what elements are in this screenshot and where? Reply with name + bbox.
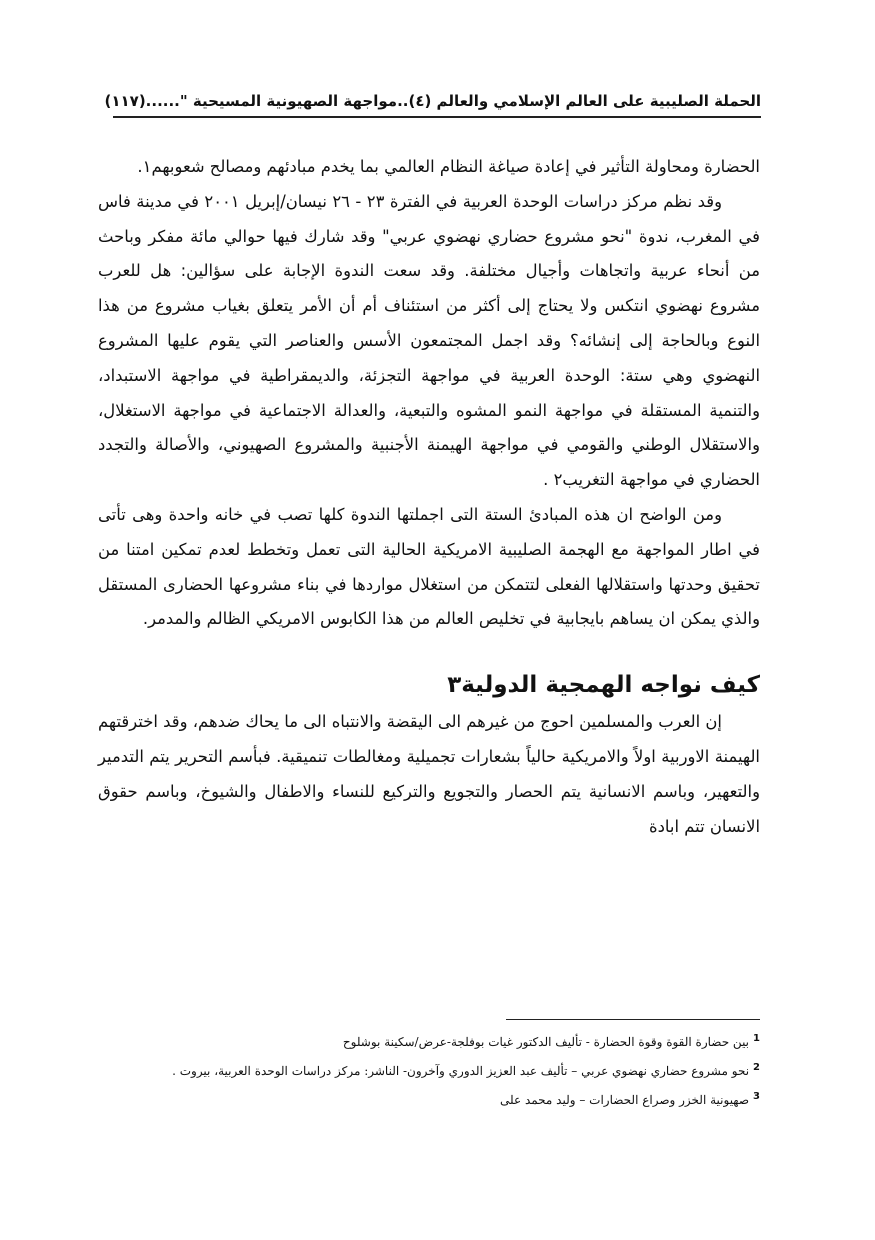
paragraph-4: إن العرب والمسلمين احوج من غيرهم الى اليقضة والانتباه الى ما يحاك ضدهم، وقد اخترقتهم الهيمنة الاوربية اولاً والامريكية حالياً بشعارات تجميلية ومغالطات تنميقية. فبأسم التحرير يتم التدمير والتعهير، وباسم الانسانية يتم الحصار والتجويع والتركيع للنساء والاطفال والشيوخ، وباسم حقوق الانسان تتم ابادة bbox=[98, 712, 760, 836]
footnote-marker: 1 bbox=[753, 1033, 760, 1044]
footnotes bbox=[98, 1026, 760, 1113]
paragraph-1: الحضارة ومحاولة التأثير في إعادة صياغة النظام العالمي بما يخدم مبادئهم ومصالح شعوبهم١. bbox=[137, 157, 760, 176]
paragraph-2: وقد نظم مركز دراسات الوحدة العربية في الفترة ٢٣ - ٢٦ نيسان/إبريل ٢٠٠١ في مدينة فاس في المغرب، ندوة "نحو مشروع حضاري نهضوي عربي" وقد شارك فيها حوالي مائة مفكر وباحث من أنحاء عربية واتجاهات وأجيال مختلفة. وقد سعت الندوة الإجابة على سؤالين: هل للعرب مشروع نهضوي انتكس ولا يحتاج إلى أكثر من استئناف أم أن الأمر يتعلق بغياب مشروع من هذا النوع وبالحاجة إلى إنشائه؟ وقد اجمل المجتمعون الأسس والعناصر التي يقوم عليها المشروع النهضوي وهي ستة: الوحدة العربية في مواجهة التجزئة، والديمقراطية في مواجهة الاستبداد، والتنمية المستقلة في مواجهة النمو المشوه والتبعية، والعدالة الاجتماعية في مواجهة الاستغلال، والاستقلال الوطني والقومي في مواجهة الهيمنة الأجنبية والمشروع الصهيوني، والأصالة والتجدد الحضاري في مواجهة التغريب٢ . bbox=[98, 191, 760, 490]
footnote-2 bbox=[98, 1055, 760, 1084]
paragraph-3: ومن الواضح ان هذه المبادئ الستة التى اجملتها الندوة كلها تصب في خانه واحدة وهى تأتى في اطار المواجهة مع الهجمة الصليبية الامريكية الحالية التى تعمل وتخطط لعدم تمكين امتنا من تحقيق وحدتها واستقلالها الفعلى لتتمكن من استغلال مواردها في بناء مشروعها الحضارى المستقل والذي يمكن ان يساهم بايجابية في تخليص العالم من هذا الكابوس الامريكي الظالم والمدمر. bbox=[98, 504, 760, 629]
body-text bbox=[98, 150, 760, 844]
section-heading: كيف نواجه الهمجية الدولية٣ bbox=[447, 672, 760, 699]
page-number: (١١٧) bbox=[104, 92, 146, 110]
footnote-marker: 3 bbox=[753, 1091, 760, 1102]
footnote-marker: 2 bbox=[753, 1062, 760, 1073]
running-header bbox=[104, 86, 761, 118]
footnote-text: نحو مشروع حضاري نهضوي عربي – تأليف عبد العزيز الدوري وآخرون- الناشر: مركز دراسات الوحدة العربية، بيروت . bbox=[172, 1064, 750, 1078]
footnote-text: صهيونية الخزر وصراع الحضارات – وليد محمد على bbox=[500, 1093, 750, 1107]
footnote-text: بين حضارة القوة وقوة الحضارة - تأليف الدكتور غيات بوفلجة-عرض/سكينة بوشلوح bbox=[342, 1035, 750, 1049]
footnote-divider bbox=[506, 1019, 760, 1020]
footnote-3 bbox=[98, 1084, 760, 1113]
running-title: الحملة الصليبية على العالم الإسلامي والعالم (٤)..مواجهة الصهيونية المسيحية "...... bbox=[145, 92, 761, 110]
footnote-1 bbox=[98, 1026, 760, 1055]
